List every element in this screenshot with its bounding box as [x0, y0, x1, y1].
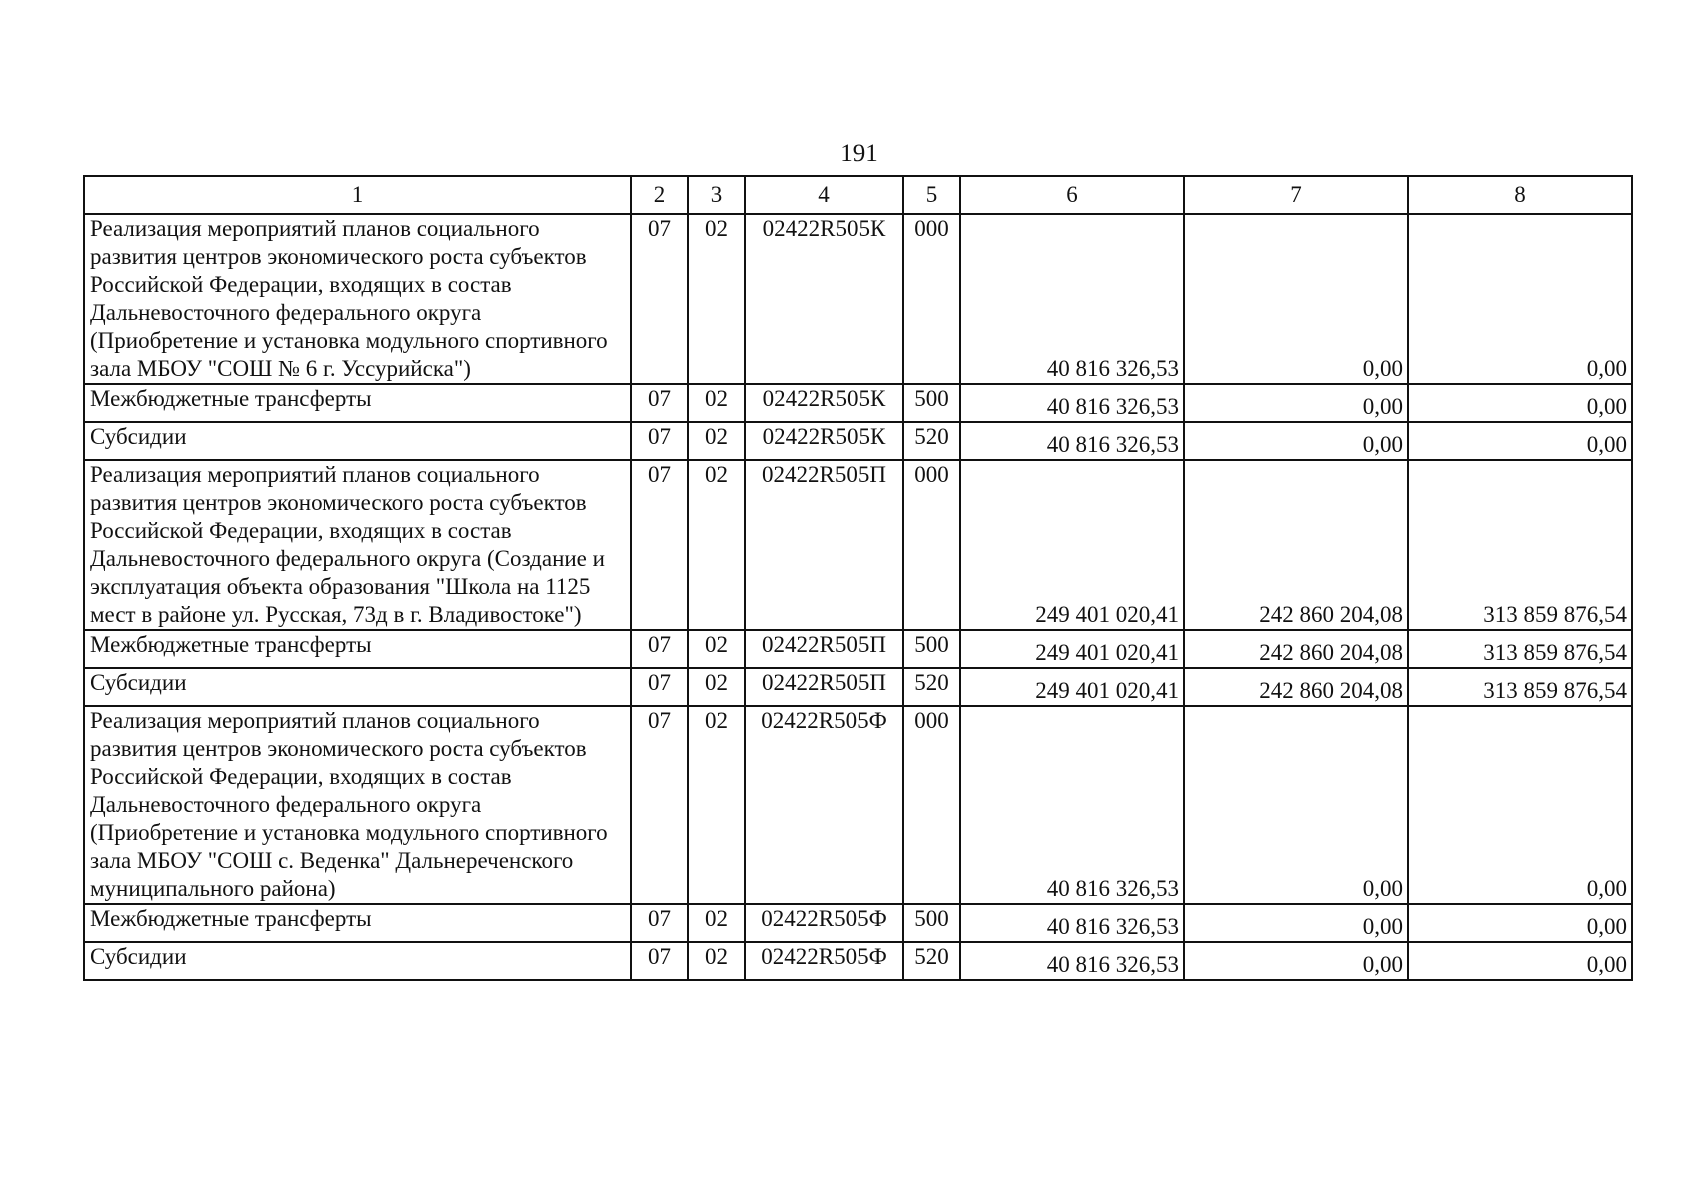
- section-cell: 07: [631, 384, 688, 422]
- expense-type-cell: 000: [903, 460, 960, 630]
- amount-col6-cell: 40 816 326,53: [960, 904, 1184, 942]
- target-article-cell: 02422R505К: [745, 214, 903, 384]
- expense-type-cell: 500: [903, 384, 960, 422]
- header-cell: 2: [631, 176, 688, 214]
- expense-type-cell: 500: [903, 630, 960, 668]
- section-cell: 07: [631, 942, 688, 980]
- table-row: [84, 942, 1632, 980]
- target-article-cell: 02422R505Ф: [745, 706, 903, 904]
- subsection-cell: 02: [688, 706, 745, 904]
- amount-col7-cell: 0,00: [1184, 706, 1408, 904]
- description-cell: Субсидии: [84, 668, 631, 706]
- amount-col7-cell: 0,00: [1184, 904, 1408, 942]
- subsection-cell: 02: [688, 422, 745, 460]
- description-cell: Субсидии: [84, 942, 631, 980]
- amount-col8-cell: 313 859 876,54: [1408, 668, 1632, 706]
- amount-col6-cell: 40 816 326,53: [960, 706, 1184, 904]
- header-cell: 3: [688, 176, 745, 214]
- amount-col8-cell: 0,00: [1408, 942, 1632, 980]
- target-article-cell: 02422R505П: [745, 630, 903, 668]
- subsection-cell: 02: [688, 214, 745, 384]
- amount-col7-cell: 0,00: [1184, 214, 1408, 384]
- description-cell: Межбюджетные трансферты: [84, 630, 631, 668]
- amount-col8-cell: 313 859 876,54: [1408, 630, 1632, 668]
- amount-col7-cell: 242 860 204,08: [1184, 630, 1408, 668]
- amount-col6-cell: 249 401 020,41: [960, 668, 1184, 706]
- amount-col8-cell: 0,00: [1408, 384, 1632, 422]
- subsection-cell: 02: [688, 942, 745, 980]
- table-row: [84, 460, 1632, 630]
- table-row: [84, 214, 1632, 384]
- target-article-cell: 02422R505К: [745, 384, 903, 422]
- description-cell: Межбюджетные трансферты: [84, 904, 631, 942]
- amount-col8-cell: 0,00: [1408, 214, 1632, 384]
- amount-col8-cell: 313 859 876,54: [1408, 460, 1632, 630]
- amount-col7-cell: 242 860 204,08: [1184, 668, 1408, 706]
- budget-table: [83, 175, 1633, 981]
- subsection-cell: 02: [688, 668, 745, 706]
- target-article-cell: 02422R505Ф: [745, 942, 903, 980]
- table-row: [84, 630, 1632, 668]
- expense-type-cell: 520: [903, 942, 960, 980]
- section-cell: 07: [631, 668, 688, 706]
- expense-type-cell: 000: [903, 706, 960, 904]
- table-row: [84, 706, 1632, 904]
- header-cell: 7: [1184, 176, 1408, 214]
- amount-col6-cell: 40 816 326,53: [960, 942, 1184, 980]
- expense-type-cell: 000: [903, 214, 960, 384]
- table-row: [84, 668, 1632, 706]
- subsection-cell: 02: [688, 460, 745, 630]
- description-cell: Реализация мероприятий планов социального развития центров экономического роста субъектов Российской Федерации, входящих в состав Дальневосточного федерального округа (Создание и эксплуатация объекта образования "Школа на 1125 мест в районе ул. Русская, 73д в г. Владивостоке"): [84, 460, 631, 630]
- description-cell: Субсидии: [84, 422, 631, 460]
- target-article-cell: 02422R505К: [745, 422, 903, 460]
- amount-col6-cell: 40 816 326,53: [960, 384, 1184, 422]
- subsection-cell: 02: [688, 904, 745, 942]
- header-cell: 5: [903, 176, 960, 214]
- section-cell: 07: [631, 422, 688, 460]
- section-cell: 07: [631, 904, 688, 942]
- page-number: 191: [840, 140, 878, 167]
- amount-col7-cell: 0,00: [1184, 942, 1408, 980]
- amount-col7-cell: 0,00: [1184, 422, 1408, 460]
- expense-type-cell: 520: [903, 422, 960, 460]
- description-cell: Реализация мероприятий планов социального развития центров экономического роста субъектов Российской Федерации, входящих в состав Дальневосточного федерального округа (Приобретение и установка модульного спортивного зала МБОУ "СОШ с. Веденка" Дальнереченского муниципального района): [84, 706, 631, 904]
- amount-col7-cell: 0,00: [1184, 384, 1408, 422]
- section-cell: 07: [631, 460, 688, 630]
- section-cell: 07: [631, 630, 688, 668]
- section-cell: 07: [631, 706, 688, 904]
- amount-col6-cell: 40 816 326,53: [960, 214, 1184, 384]
- expense-type-cell: 520: [903, 668, 960, 706]
- table-row: [84, 384, 1632, 422]
- target-article-cell: 02422R505Ф: [745, 904, 903, 942]
- table-row: [84, 904, 1632, 942]
- header-cell: 6: [960, 176, 1184, 214]
- table-row: [84, 422, 1632, 460]
- target-article-cell: 02422R505П: [745, 668, 903, 706]
- header-cell: 1: [84, 176, 631, 214]
- expense-type-cell: 500: [903, 904, 960, 942]
- header-cell: 8: [1408, 176, 1632, 214]
- amount-col8-cell: 0,00: [1408, 904, 1632, 942]
- subsection-cell: 02: [688, 630, 745, 668]
- description-cell: Реализация мероприятий планов социального развития центров экономического роста субъектов Российской Федерации, входящих в состав Дальневосточного федерального округа (Приобретение и установка модульного спортивного зала МБОУ "СОШ № 6 г. Уссурийска"): [84, 214, 631, 384]
- target-article-cell: 02422R505П: [745, 460, 903, 630]
- subsection-cell: 02: [688, 384, 745, 422]
- description-cell: Межбюджетные трансферты: [84, 384, 631, 422]
- header-row: [84, 176, 1632, 214]
- amount-col8-cell: 0,00: [1408, 422, 1632, 460]
- section-cell: 07: [631, 214, 688, 384]
- header-cell: 4: [745, 176, 903, 214]
- amount-col6-cell: 249 401 020,41: [960, 630, 1184, 668]
- amount-col6-cell: 40 816 326,53: [960, 422, 1184, 460]
- amount-col6-cell: 249 401 020,41: [960, 460, 1184, 630]
- amount-col8-cell: 0,00: [1408, 706, 1632, 904]
- amount-col7-cell: 242 860 204,08: [1184, 460, 1408, 630]
